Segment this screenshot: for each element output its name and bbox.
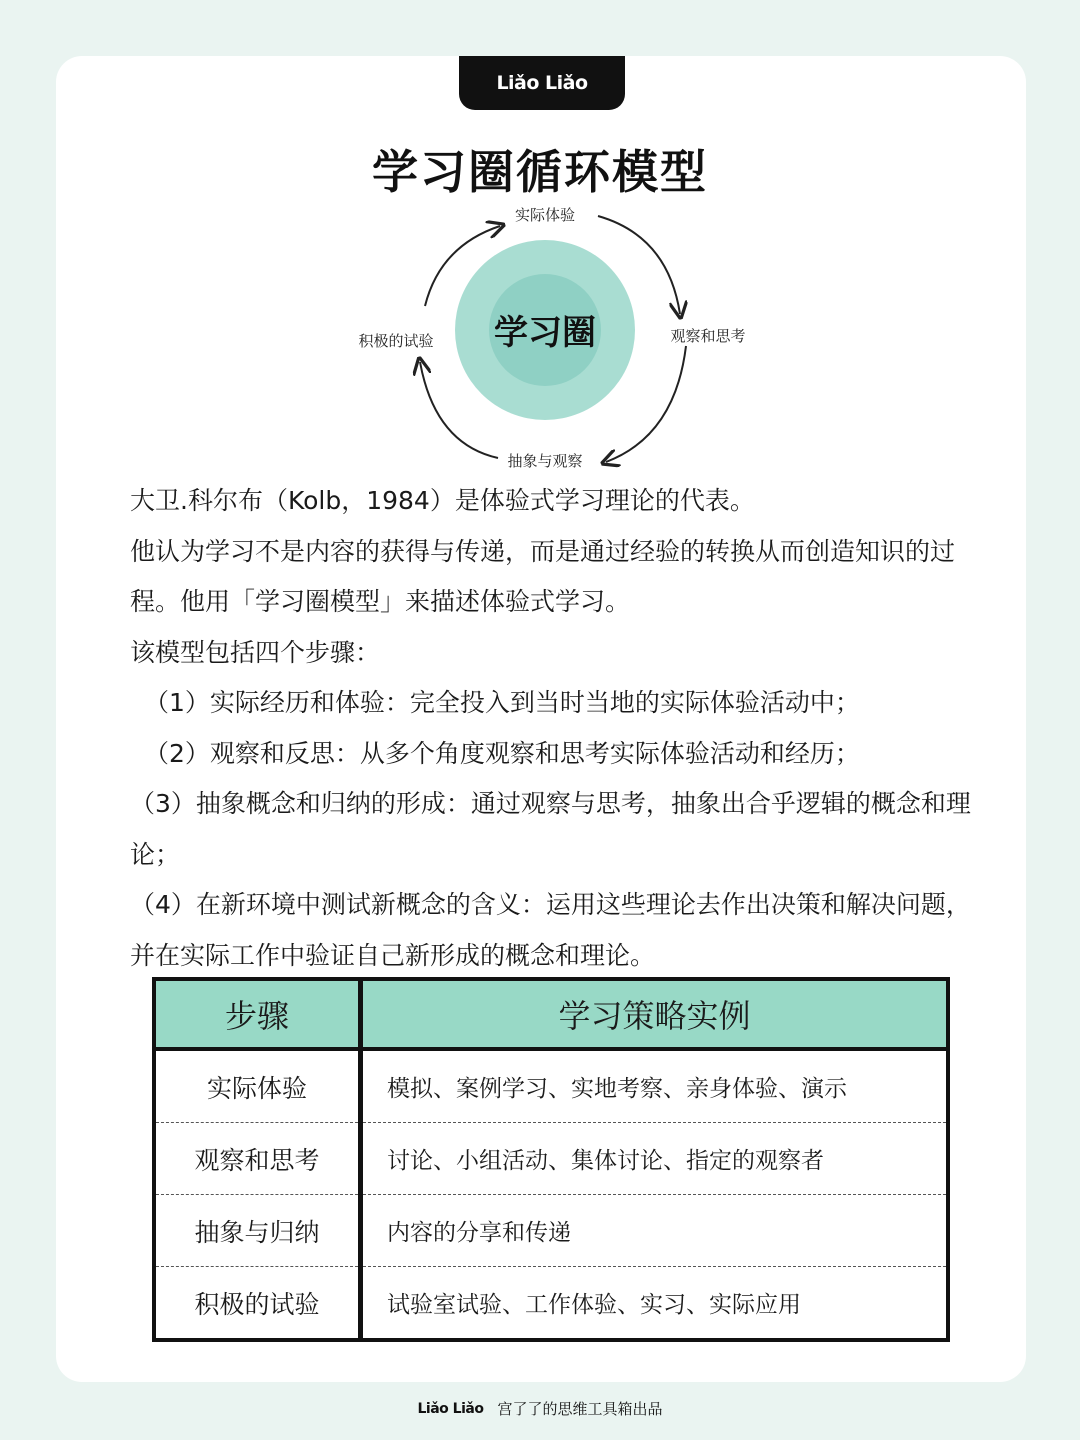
- brand-logo: Liǎo Liǎo: [459, 56, 625, 110]
- step-cell: 积极的试验: [154, 1267, 361, 1341]
- paragraph-step-2: （2）观察和反思：从多个角度观察和思考实际体验活动和经历；: [144, 738, 860, 768]
- table-row: [154, 1267, 948, 1341]
- header-strategy: 学习策略实例: [361, 979, 949, 1049]
- body-text: [130, 476, 990, 981]
- header-step: 步骤: [154, 979, 361, 1049]
- stage-left-label: 积极的试验: [358, 332, 434, 350]
- paragraph-step-1: （1）实际经历和体验：完全投入到当时当地的实际体验活动中；: [144, 688, 860, 717]
- strategy-table: [152, 977, 950, 1342]
- stage-bottom-label: 抽象与观察: [507, 452, 583, 470]
- paragraph-theory: 他认为学习不是内容的获得与传递，而是通过经验的转换从而创造知识的过程。他用「学习圈模型」来描述体验式学习。: [130, 536, 956, 616]
- stage-right-label: 观察和思考: [670, 327, 746, 345]
- step-cell: 抽象与归纳: [154, 1195, 361, 1267]
- footer-brand-logo: Liǎo Liǎo: [417, 1400, 484, 1417]
- learning-cycle-diagram: [330, 196, 760, 476]
- strategy-cell: 讨论、小组活动、集体讨论、指定的观察者: [361, 1123, 949, 1195]
- strategy-cell: 内容的分享和传递: [361, 1195, 949, 1267]
- paragraph-step-3: （3）抽象概念和归纳的形成：通过观察与思考，抽象出合乎逻辑的概念和理论；: [130, 789, 971, 869]
- footer-text: 宫了了的思维工具箱出品: [497, 1400, 663, 1418]
- table-row: [154, 1123, 948, 1195]
- paragraph-steps-intro: 该模型包括四个步骤：: [130, 637, 381, 667]
- page-title: 学习圈循环模型: [372, 145, 708, 199]
- cycle-center-label: 学习圈: [494, 313, 596, 353]
- stage-top-label: 实际体验: [514, 206, 576, 224]
- footer: [0, 1398, 1080, 1419]
- paragraph-step-4: （4）在新环境中测试新概念的含义：运用这些理论去作出决策和解决问题，并在实际工作中验证自己新形成的概念和理论。: [130, 890, 971, 970]
- table-header-row: [154, 979, 948, 1049]
- step-cell: 实际体验: [154, 1049, 361, 1123]
- strategy-cell: 模拟、案例学习、实地考察、亲身体验、演示: [387, 1076, 847, 1102]
- paragraph-intro: 大卫.科尔布（Kolb，1984）是体验式学习理论的代表。: [130, 486, 755, 515]
- table-row: [154, 1195, 948, 1267]
- table-row: [154, 1049, 948, 1123]
- step-cell: 观察和思考: [154, 1123, 361, 1195]
- strategy-cell: 试验室试验、工作体验、实习、实际应用: [361, 1267, 949, 1341]
